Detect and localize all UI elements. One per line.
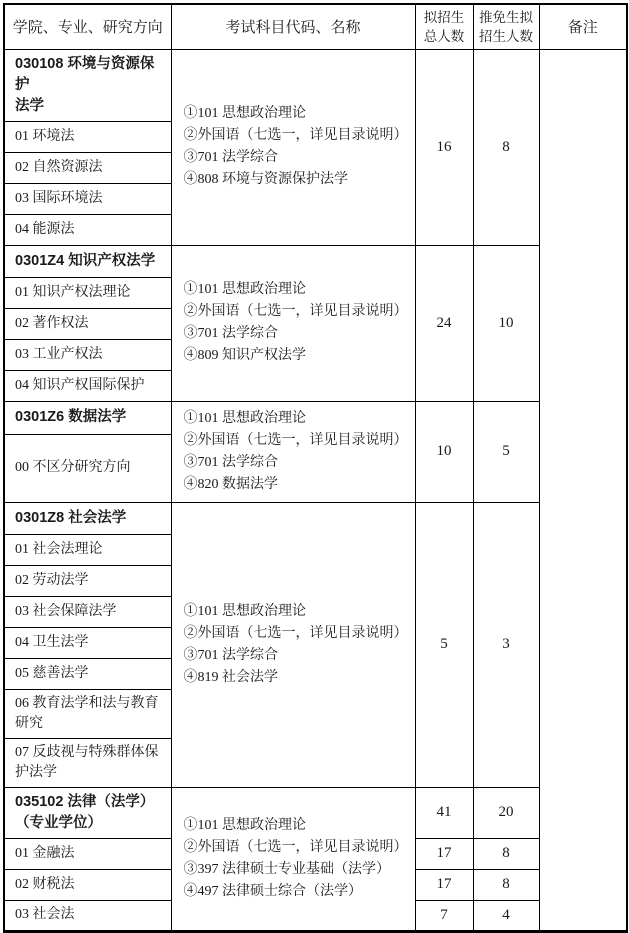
section-title-cell <box>4 401 171 435</box>
exam-subject-line: ④808 环境与资源保护法学 <box>183 172 348 187</box>
section-title-line: 0301Z8 社会法学 <box>15 509 127 526</box>
section-title-line: 035102 法律（法学） <box>15 793 155 810</box>
section-title-line: 0301Z6 数据法学 <box>15 409 127 426</box>
exam-subject-line: ③701 法学综合 <box>183 454 278 470</box>
section-title-line: （专业学位） <box>15 814 102 831</box>
direction-cell: 06 教育法学和法与教育研究 <box>4 689 171 738</box>
exam-subject-line: ③701 法学综合 <box>183 326 278 341</box>
col-header-planned-line1: 拟招生 <box>423 9 465 25</box>
exam-subject-line: ①101 思想政治理论 <box>183 603 306 619</box>
direction-cell: 03 国际环境法 <box>4 183 171 214</box>
direction-cell: 03 社会保障法学 <box>4 596 171 627</box>
table-body <box>4 49 627 931</box>
direction-cell: 04 知识产权国际保护 <box>4 370 171 401</box>
direction-cell: 02 自然资源法 <box>4 152 171 183</box>
col-header-exempt-line2: 招生人数 <box>479 28 533 44</box>
direction-cell: 01 金融法 <box>4 838 171 869</box>
exempt-count-cell: 20 <box>473 787 539 838</box>
section-title-row <box>4 245 627 277</box>
planned-count-cell: 17 <box>415 869 473 900</box>
direction-cell: 04 卫生法学 <box>4 627 171 658</box>
section-title-cell <box>4 787 171 838</box>
direction-cell: 07 反歧视与特殊群体保护法学 <box>4 738 171 787</box>
section-title-cell <box>4 245 171 277</box>
exam-subjects-cell <box>171 49 415 245</box>
col-header-planned-line2: 总人数 <box>423 28 465 44</box>
direction-cell: 02 劳动法学 <box>4 565 171 596</box>
section-title-row <box>4 502 627 534</box>
exempt-count-cell: 8 <box>473 838 539 869</box>
table-header <box>4 4 627 49</box>
section-title-row <box>4 787 627 838</box>
col-header-exam-subjects: 考试科目代码、名称 <box>171 4 415 49</box>
exempt-count-cell: 3 <box>473 502 539 787</box>
remarks-cell <box>539 49 627 931</box>
exam-subject-line: ②外国语（七选一，详见目录说明） <box>183 432 408 448</box>
direction-cell: 04 能源法 <box>4 214 171 245</box>
exam-subject-line: ④809 知识产权法学 <box>183 348 306 363</box>
exam-subject-line: ④819 社会法学 <box>183 669 278 685</box>
exam-subjects-cell <box>171 401 415 502</box>
exempt-count-cell: 5 <box>473 401 539 502</box>
direction-cell: 05 慈善法学 <box>4 658 171 689</box>
col-header-planned-total <box>415 4 473 49</box>
section-title-cell <box>4 49 171 121</box>
col-header-exempt-line1: 推免生拟 <box>479 9 533 25</box>
col-header-exempt-planned <box>473 4 539 49</box>
direction-cell: 03 工业产权法 <box>4 339 171 370</box>
direction-cell: 01 社会法理论 <box>4 534 171 565</box>
exam-subject-line: ②外国语（七选一，详见目录说明） <box>183 304 408 319</box>
header-row <box>4 4 627 49</box>
planned-count-cell: 5 <box>415 502 473 787</box>
exam-subject-line: ①101 思想政治理论 <box>183 410 306 426</box>
planned-count-cell: 7 <box>415 900 473 931</box>
exam-subject-line: ②外国语（七选一，详见目录说明） <box>183 625 408 641</box>
planned-count-cell: 10 <box>415 401 473 502</box>
direction-cell: 00 不区分研究方向 <box>4 435 171 502</box>
direction-cell: 01 环境法 <box>4 121 171 152</box>
section-title-row <box>4 401 627 435</box>
planned-count-cell: 41 <box>415 787 473 838</box>
section-title-line: 030108 环境与资源保护 <box>15 55 155 93</box>
section-title-line: 法学 <box>15 97 44 114</box>
exam-subjects-cell <box>171 245 415 401</box>
direction-cell: 02 财税法 <box>4 869 171 900</box>
direction-cell: 02 著作权法 <box>4 308 171 339</box>
exempt-count-cell: 8 <box>473 869 539 900</box>
exempt-count-cell: 8 <box>473 49 539 245</box>
exempt-count-cell: 4 <box>473 900 539 931</box>
exam-subject-line: ①101 思想政治理论 <box>183 106 306 121</box>
exam-subjects-cell <box>171 787 415 931</box>
section-title-cell <box>4 502 171 534</box>
exam-subject-line: ④497 法律硕士综合（法学） <box>183 883 362 899</box>
exam-subject-line: ④820 数据法学 <box>183 476 278 492</box>
exam-subject-line: ③701 法学综合 <box>183 647 278 663</box>
exam-subjects-cell <box>171 502 415 787</box>
section-title-row <box>4 49 627 121</box>
col-header-remarks: 备注 <box>539 4 627 49</box>
col-header-program: 学院、专业、研究方向 <box>4 4 171 49</box>
direction-cell: 01 知识产权法理论 <box>4 277 171 308</box>
exam-subject-line: ②外国语（七选一，详见目录说明） <box>183 839 408 855</box>
planned-count-cell: 16 <box>415 49 473 245</box>
exam-subject-line: ②外国语（七选一，详见目录说明） <box>183 128 408 143</box>
exam-subject-line: ③397 法律硕士专业基础（法学） <box>183 861 390 877</box>
admissions-table <box>3 3 628 933</box>
exam-subject-line: ①101 思想政治理论 <box>183 817 306 833</box>
section-title-line: 0301Z4 知识产权法学 <box>15 252 156 269</box>
exam-subject-line: ①101 思想政治理论 <box>183 282 306 297</box>
planned-count-cell: 24 <box>415 245 473 401</box>
planned-count-cell: 17 <box>415 838 473 869</box>
exam-subject-line: ③701 法学综合 <box>183 150 278 165</box>
exempt-count-cell: 10 <box>473 245 539 401</box>
direction-cell: 03 社会法 <box>4 900 171 931</box>
